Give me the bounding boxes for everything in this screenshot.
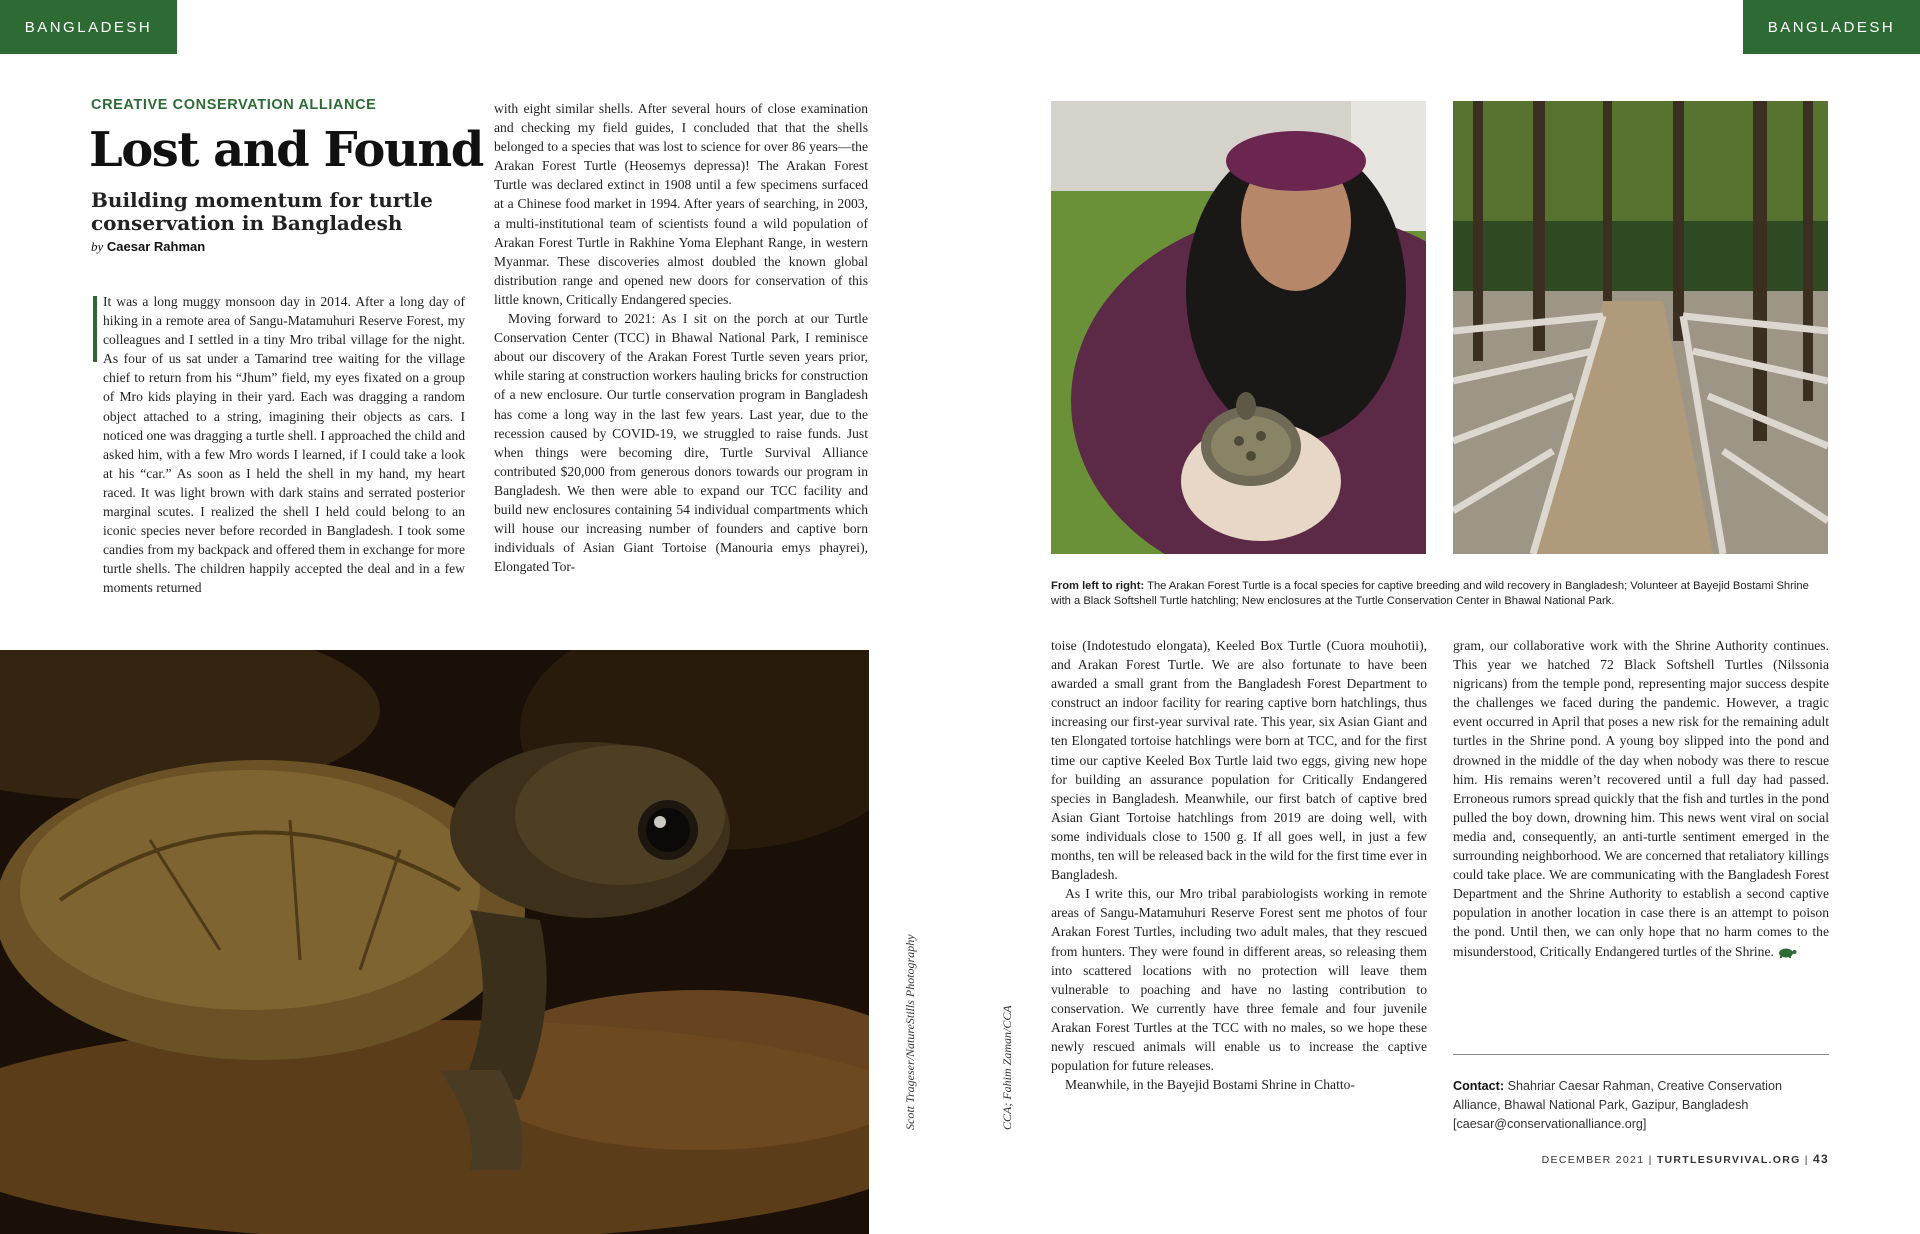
contact-block (1453, 1077, 1829, 1134)
paragraph: with eight similar shells. After several hours of close examination and checking my field guides, I concluded that that the shells belonged to a species that was lost to science for over 86 years—the Arakan Forest Turtle (Heosemys depressa)! The Arakan Forest Turtle was declared extinct in 1908 until a few specimens surfaced at a Chinese food market in 1994. After years of searching, in 2003, a multi-institutional team of scientists found a wild population of Arakan Forest Turtle in Rakhine Yoma Elephant Range, in western Myanmar. These discoveries almost doubled the known global distribution range and opened new doors for conservation of this little known, Critically Endangered species. (494, 101, 868, 307)
section-tab-left (0, 0, 177, 54)
footer-separator: | (1804, 1154, 1809, 1166)
paragraph: toise (Indotestudo elongata), Keeled Box Turtle (Cuora mouhotii), and Arakan Forest Turtle. We are also fortunate to have been awarded a small grant from the Bangladesh Forest Department to construct an indoor facility for rearing captive born hatchlings, thus increasing our first-year survival rate. This year, six Asian Giant and ten Elongated tortoise hatchlings were born at TCC, and for the first time our captive Keeled Box Turtle laid two eggs, giving new hope for building an assurance population for Critically Endangered species in Bangladesh. Meanwhile, our first batch of captive bred Asian Giant Tortoise hatchlings from 2019 are doing well, with some individuals close to 1500 g. If all goes well, in just a few months, ten will be released back in the wild for the first time ever in Bangladesh. (1051, 638, 1427, 883)
contact-label: Contact: (1453, 1079, 1505, 1093)
contact-text: Shahriar Caesar Rahman, Creative Conservation Alliance, Bhawal National Park, Gazipur, Bangladesh [caesar@conservationalliance.org] (1453, 1079, 1782, 1131)
arakan-forest-turtle-photo (0, 650, 869, 1234)
paragraph-text: gram, our collaborative work with the Shrine Authority continues. This year we hatched 72 Black Softshell Turtles (Nilssonia nigricans) from the temple pond, representing major success despite the challenges we faced during the pandemic. However, a tragic event occurred in April that poses a new risk for the remaining adult turtles in the Shrine pond. A young boy slipped into the pond and drowned in the middle of the day when nobody was there to rescue him. His remains weren’t recovered until a full day had passed. Erroneous rumors spread quickly that the fish and turtles in the pond pulled the boy down, drowning him. This news went viral on social media and, consequently, an anti-turtle sentiment emerged in the surrounding neighborhood. We are concerned that retaliatory killings could take place. We are communicating with the Bangladesh Forest Department and the Shrine Authority to establish a second captive population in another location in case there is an attempt to poison the pond. Until then, we can only hope that no harm comes to the misunderstood, Critically Endangered turtles of the Shrine. (1453, 638, 1829, 959)
paragraph: Meanwhile, in the Bayejid Bostami Shrine in Chatto- (1065, 1077, 1355, 1093)
byline (91, 239, 205, 255)
paragraph: As I write this, our Mro tribal parabiologists working in remote areas of Sangu-Matamuhuri Reserve Forest sent me photos of four Arakan Forest Turtles, including two adult males, that they rescued from hunters. They were found in different areas, so releasing them into scattered locations with no protection will leave them vulnerable to poaching and have no lasting contribution to conservation. We currently have three female and four juvenile Arakan Forest Turtles at the TCC with no males, so we hope these newly rescued animals will enable us to increase the captive population for future releases. (1051, 886, 1427, 1074)
body-column-3 (1051, 636, 1427, 1136)
photo-credit-right: CCA; Fahim Zaman/CCA (1000, 1005, 1014, 1130)
footer-separator: | (1648, 1154, 1653, 1166)
caption-lead: From left to right: (1051, 580, 1145, 592)
article-subtitle: Building momentum for turtle conservation in Bangladesh (91, 188, 433, 235)
photo-credit-turtle: Scott Trageser/NatureStills Photography (903, 934, 917, 1130)
paragraph: It was a long muggy monsoon day in 2014. After a long day of hiking in a remote area of Sangu-Matamuhuri Reserve Forest, my colleagues and I settled in a tiny Mro tribal village for the night. As four of us sat under a Tamarind tree waiting for the village chief to return from his “Jhum” field, my eyes fixated on a group of Mro kids playing in their yard. Each was dragging a random object attached to a string, imagining their objects as cars. I noticed one was dragging a turtle shell. I approached the child and asked him, with a few Mro words I learned, if I could take a look at his “car.” As soon as I held the shell in my hand, my heart raced. It was light brown with dark stains and serrated posterior marginal scutes. I realized the shell I held could belong to an iconic species never before recorded in Bangladesh. I took some candies from my backpack and offered them in exchange for more turtle shells. The children happily accepted the deal and in a few moments returned (103, 294, 465, 596)
footer-issue: DECEMBER 2021 (1541, 1154, 1645, 1166)
turtle-enclosures-photo (1453, 101, 1828, 554)
caption-text: The Arakan Forest Turtle is a focal species for captive breeding and wild recovery in Bangladesh; Volunteer at Bayejid Bostami Shrine with a Black Softshell Turtle hatchling; New enclosures at the Turtle Conservation Center in Bhawal National Park. (1051, 580, 1809, 607)
article-kicker: CREATIVE CONSERVATION ALLIANCE (91, 97, 377, 113)
page-number: 43 (1813, 1152, 1829, 1166)
contact-divider (1453, 1054, 1829, 1055)
turtle-end-icon (1777, 947, 1797, 958)
body-column-4 (1453, 636, 1829, 1041)
section-tab-right (1743, 0, 1920, 54)
paragraph (1453, 636, 1829, 961)
page-footer (1542, 1152, 1829, 1166)
volunteer-with-hatchling-photo (1051, 101, 1426, 554)
body-column-1 (91, 292, 465, 614)
footer-site: TURTLESURVIVAL.ORG (1656, 1154, 1801, 1166)
byline-prefix: by (91, 239, 104, 254)
section-tab-left-label: BANGLADESH (24, 18, 153, 36)
byline-author: Caesar Rahman (106, 239, 206, 254)
paragraph: Moving forward to 2021: As I sit on the porch at our Turtle Conservation Center (TCC) in Bhawal National Park, I reminisce about our discovery of the Arakan Forest Turtle seven years prior, while staring at construction workers hauling bricks for construction of a new enclosure. Our turtle conservation program in Bangladesh has come a long way in the last few years. Last year, due to the recession caused by COVID-19, we struggled to raise funds. Just when things were becoming dire, Turtle Survival Alliance contributed $20,000 from generous donors towards our program in Bangladesh. We then were able to expand our TCC facility and build new enclosures containing 54 individual compartments which will house our increasing number of founders and captive born individuals of Asian Giant Tortoise (Manouria emys phayrei), Elongated Tor- (494, 311, 868, 575)
article-title: Lost and Found (89, 122, 483, 178)
section-tab-right-label: BANGLADESH (1767, 18, 1896, 36)
body-column-2 (494, 99, 868, 619)
photo-caption (1051, 579, 1829, 609)
